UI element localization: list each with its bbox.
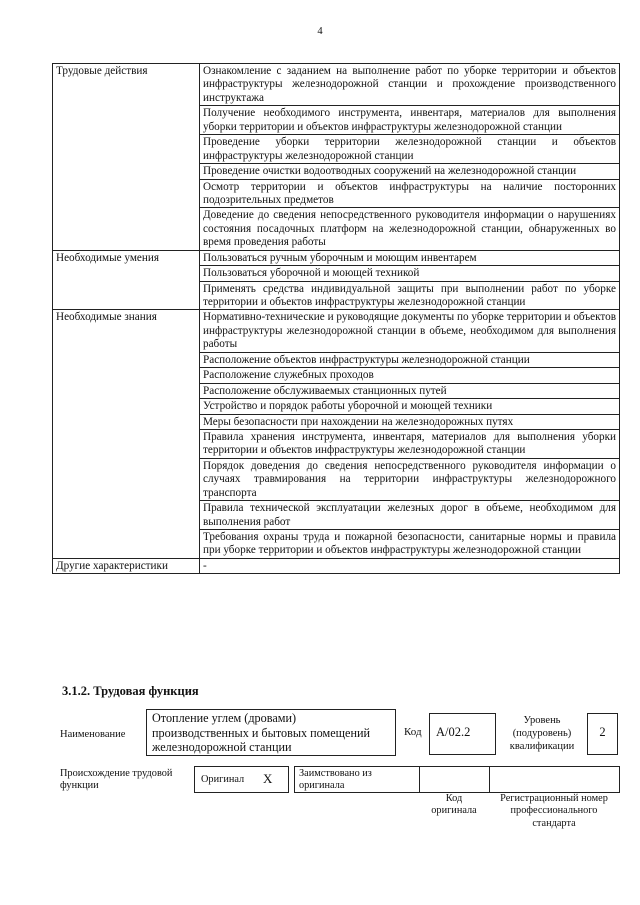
code-label: Код	[404, 726, 422, 738]
code-original-caption: Код оригинала	[431, 793, 477, 817]
reg-number-cell	[489, 766, 620, 793]
level-value-box	[587, 713, 618, 755]
table-cell: -	[200, 558, 620, 573]
page-number: 4	[317, 26, 323, 37]
table-cell: Расположение обслуживаемых станционных путей	[200, 383, 620, 398]
table-cell: Осмотр территории и объектов инфраструктуры на наличие посторонних подозрительных предметов	[200, 179, 620, 208]
table-cell: Порядок доведения до сведения непосредственного руководителя информации о случаях травмирования на территории инфраструктуры железнодорожного транспорта	[200, 458, 620, 500]
borrowed-label: Заимствовано из оригинала	[299, 768, 372, 791]
table-cell: Устройство и порядок работы уборочной и моющей техники	[200, 399, 620, 414]
table-cell: Проведение уборки территории железнодорожной станции и объектов инфраструктуры железнодорожной станции	[200, 135, 620, 164]
row-group-label: Трудовые действия	[53, 64, 200, 251]
original-label: Оригинал	[201, 774, 245, 785]
reg-number-caption: Регистрационный номер профессионального стандарта	[500, 793, 608, 829]
table-cell: Нормативно-технические и руководящие документы по уборке территории и объектов инфраструктуры железнодорожной станции в объеме, необходимом для выполнения работы	[200, 310, 620, 352]
table-cell: Ознакомление с заданием на выполнение работ по уборке территории и объектов инфраструктуры железнодорожной станции и прохождение производственного инструктажа	[200, 64, 620, 106]
table-cell: Требования охраны труда и пожарной безопасности, санитарные нормы и правила при уборке территории и объектов инфраструктуры железнодорожной станции	[200, 530, 620, 559]
table-cell: Проведение очистки водоотводных сооружений на железнодорожной станции	[200, 164, 620, 179]
level-label: Уровень (подуровень) квалификации	[509, 715, 575, 753]
level-value: 2	[599, 725, 606, 739]
borrowed-cell	[294, 766, 420, 793]
section-heading: 3.1.2. Трудовая функция	[62, 684, 199, 698]
code-original-cell	[419, 766, 490, 793]
original-cell	[194, 766, 289, 793]
table-row	[53, 310, 620, 352]
table-cell: Расположение служебных проходов	[200, 368, 620, 383]
row-group-label: Другие характеристики	[53, 558, 200, 573]
table-row	[53, 64, 620, 106]
name-value-box	[146, 709, 396, 756]
table-cell: Применять средства индивидуальной защиты при выполнении работ по уборке территории и объектов инфраструктуры железнодорожной станции	[200, 281, 620, 310]
table-cell: Пользоваться уборочной и моющей техникой	[200, 266, 620, 281]
table-cell: Меры безопасности при нахождении на железнодорожных путях	[200, 414, 620, 429]
table-cell: Правила хранения инструмента, инвентаря, материалов для выполнения уборки территории и объектов инфраструктуры железнодорожной станции	[200, 429, 620, 458]
name-value: Отопление углем (дровами) производственных и бытовых помещений железнодорожной станции	[152, 711, 371, 755]
requirements-table	[52, 63, 620, 574]
table-cell: Пользоваться ручным уборочным и моющим инвентарем	[200, 250, 620, 265]
name-label: Наименование	[60, 729, 126, 740]
row-group-label: Необходимые умения	[53, 250, 200, 310]
table-cell: Доведение до сведения непосредственного руководителя информации о нарушениях состояния посадочных платформ на железнодорожной станции, обнаруженных во время проведения работы	[200, 208, 620, 250]
original-mark: X	[263, 771, 273, 786]
code-value-box	[429, 713, 496, 755]
table-cell: Получение необходимого инструмента, инвентаря, материалов для выполнения уборки территории и объектов инфраструктуры железнодорожной станции	[200, 106, 620, 135]
table-cell: Правила технической эксплуатации железных дорог в объеме, необходимом для выполнения работ	[200, 501, 620, 530]
origin-label: Происхождение трудовой функции	[60, 768, 173, 791]
table-row	[53, 558, 620, 573]
table-row	[53, 250, 620, 265]
table-cell: Расположение объектов инфраструктуры железнодорожной станции	[200, 352, 620, 367]
row-group-label: Необходимые знания	[53, 310, 200, 558]
code-value: А/02.2	[436, 725, 471, 739]
